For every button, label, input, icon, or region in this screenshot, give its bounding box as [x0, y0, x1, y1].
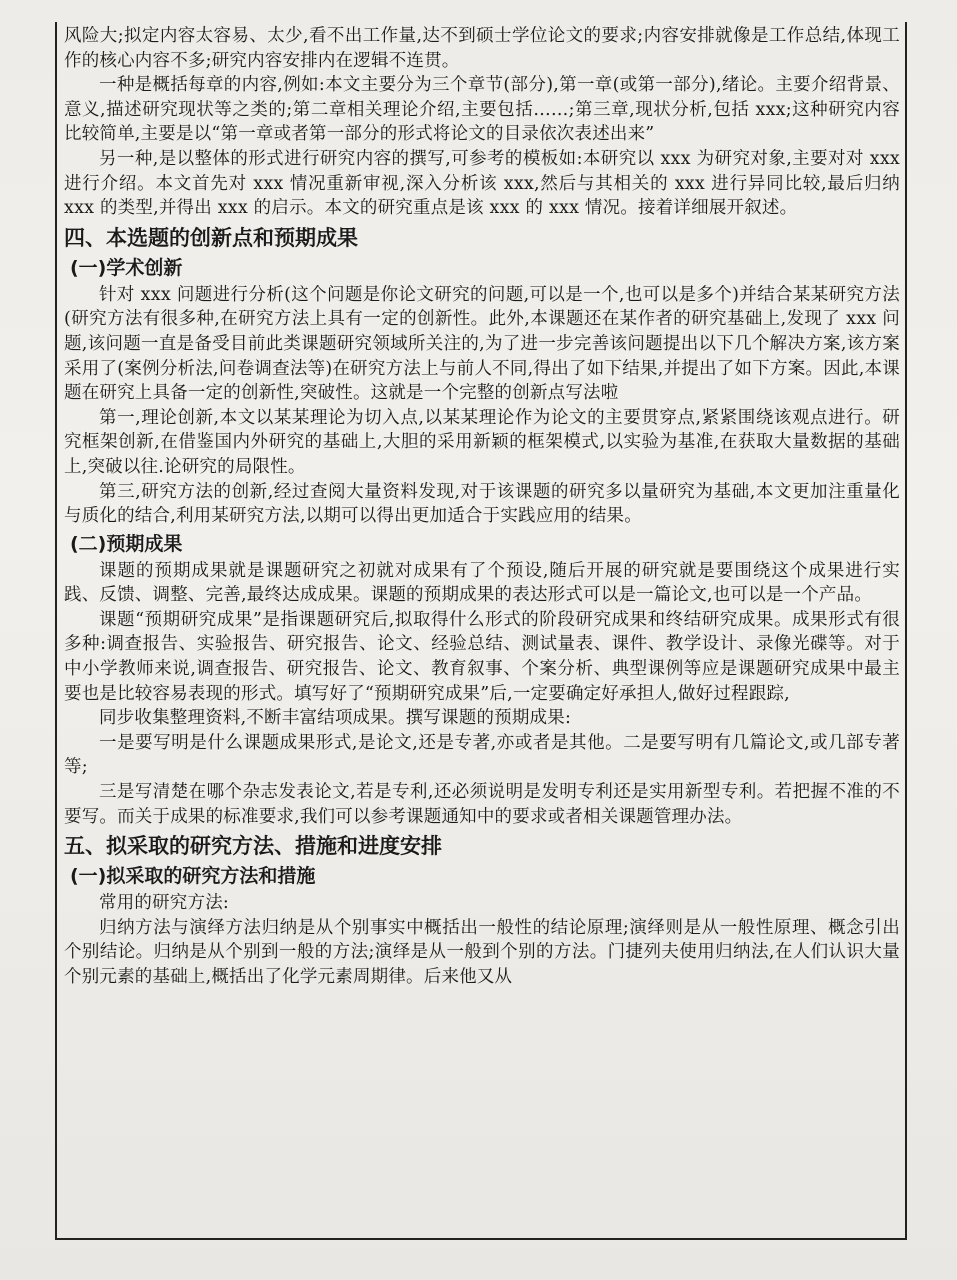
paragraph: 另一种,是以整体的形式进行研究内容的撰写,可参考的模板如:本研究以 xxx 为研究对象,主要对对 xxx 进行介绍。本文首先对 xxx 情况重新审视,深入分析该 xxx,然后与其相关的 xxx 进行异同比较,最后归纳 xxx 的类型,并得出 xxx 的启示。本文的研究重点是该 xxx 的 xxx 情况。接着详细展开叙述。 — [64, 148, 900, 219]
section-heading: 五、拟采取的研究方法、措施和进度安排 — [64, 834, 442, 859]
paragraph: 第一,理论创新,本文以某某理论为切入点,以某某理论作为论文的主要贯穿点,紧紧围绕该观点进行。研究框架创新,在借鉴国内外研究的基础上,大胆的采用新颖的框架模式,以实验为基准,在获取大量数据的基础上,突破以往.论研究的局限性。 — [64, 407, 900, 477]
paragraph: 归纳方法与演绎方法归纳是从个别事实中概括出一般性的结论原理;演绎则是从一般性原理、概念引出个别结论。归纳是从个别到一般的方法;演绎是从一般到个别的方法。门捷列夫使用归纳法,在人们认识大量个别元素的基础上,概括出了化学元素周期律。后来他又从 — [64, 917, 900, 987]
paragraph: 课题的预期成果就是课题研究之初就对成果有了个预设,随后开展的研究就是要围绕这个成果进行实践、反馈、调整、完善,最终达成成果。课题的预期成果的表达形式可以是一篇论文,也可以是一个产品。 — [64, 560, 900, 606]
section-heading: 四、本选题的创新点和预期成果 — [64, 225, 358, 250]
paragraph: 一是要写明是什么课题成果形式,是论文,还是专著,亦或者是其他。二是要写明有几篇论文,或几部专著等; — [64, 732, 900, 778]
paragraph: 三是写清楚在哪个杂志发表论文,若是专利,还必须说明是发明专利还是实用新型专利。若把握不准的不要写。而关于成果的标准要求,我们可以参考课题通知中的要求或者相关课题管理办法。 — [64, 782, 900, 827]
paragraph: 课题“预期研究成果”是指课题研究后,拟取得什么形式的阶段研究成果和终结研究成果。成果形式有很多种:调查报告、实验报告、研究报告、论文、经验总结、测试量表、课件、教学设计、录像光碟等。对于中小学教师来说,调查报告、研究报告、论文、教育叙事、个案分析、典型课例等应是课题研究成果中最主要也是比较容易表现的形式。填写好了“预期研究成果”后,一定要确定好承担人,做好过程跟踪, — [64, 609, 900, 704]
subsection-heading: (一)学术创新 — [70, 256, 183, 279]
paragraph: 一种是概括每章的内容,例如:本文主要分为三个章节(部分),第一章(或第一部分),绪论。主要介绍背景、意义,描述研究现状等之类的;第二章相关理论介绍,主要包括……;第三章,现状分析,包括 xxx;这种研究内容比较简单,主要是以“第一章或者第一部分的形式将论文的目录依次表述出来” — [64, 75, 900, 145]
paragraph: 同步收集整理资料,不断丰富结项成果。撰写课题的预期成果: — [99, 708, 572, 729]
paragraph: 针对 xxx 问题进行分析(这个问题是你论文研究的问题,可以是一个,也可以是多个)并结合某某研究方法(研究方法有很多种,在研究方法上具有一定的创新性。此外,本课题还在某作者的研究基础上,发现了 xxx 问题,该问题一直是备受目前此类课题研究领域所关注的,为了进一步完善该问题提出以下几个解决方案,该方案采用了(案例分析法,问卷调查法等)在研究方法上与前人不同,得出了如下结果,并提出了如下方案。因此,本课题在研究上具备一定的创新性,突破性。这就是一个完整的创新点写法啦 — [64, 284, 900, 404]
subsection-heading: (一)拟采取的研究方法和措施 — [70, 865, 316, 888]
paragraph: 常用的研究方法: — [99, 893, 229, 914]
document-body — [64, 24, 900, 990]
paragraph: 风险大;拟定内容太容易、太少,看不出工作量,达不到硕士学位论文的要求;内容安排就像是工作总结,体现工作的核心内容不多;研究内容安排内在逻辑不连贯。 — [64, 26, 900, 71]
subsection-heading: (二)预期成果 — [70, 532, 183, 555]
paragraph: 第三,研究方法的创新,经过查阅大量资料发现,对于该课题的研究多以量研究为基础,本文更加注重量化与质化的结合,利用某研究方法,以期可以得出更加适合于实践应用的结果。 — [64, 481, 900, 527]
